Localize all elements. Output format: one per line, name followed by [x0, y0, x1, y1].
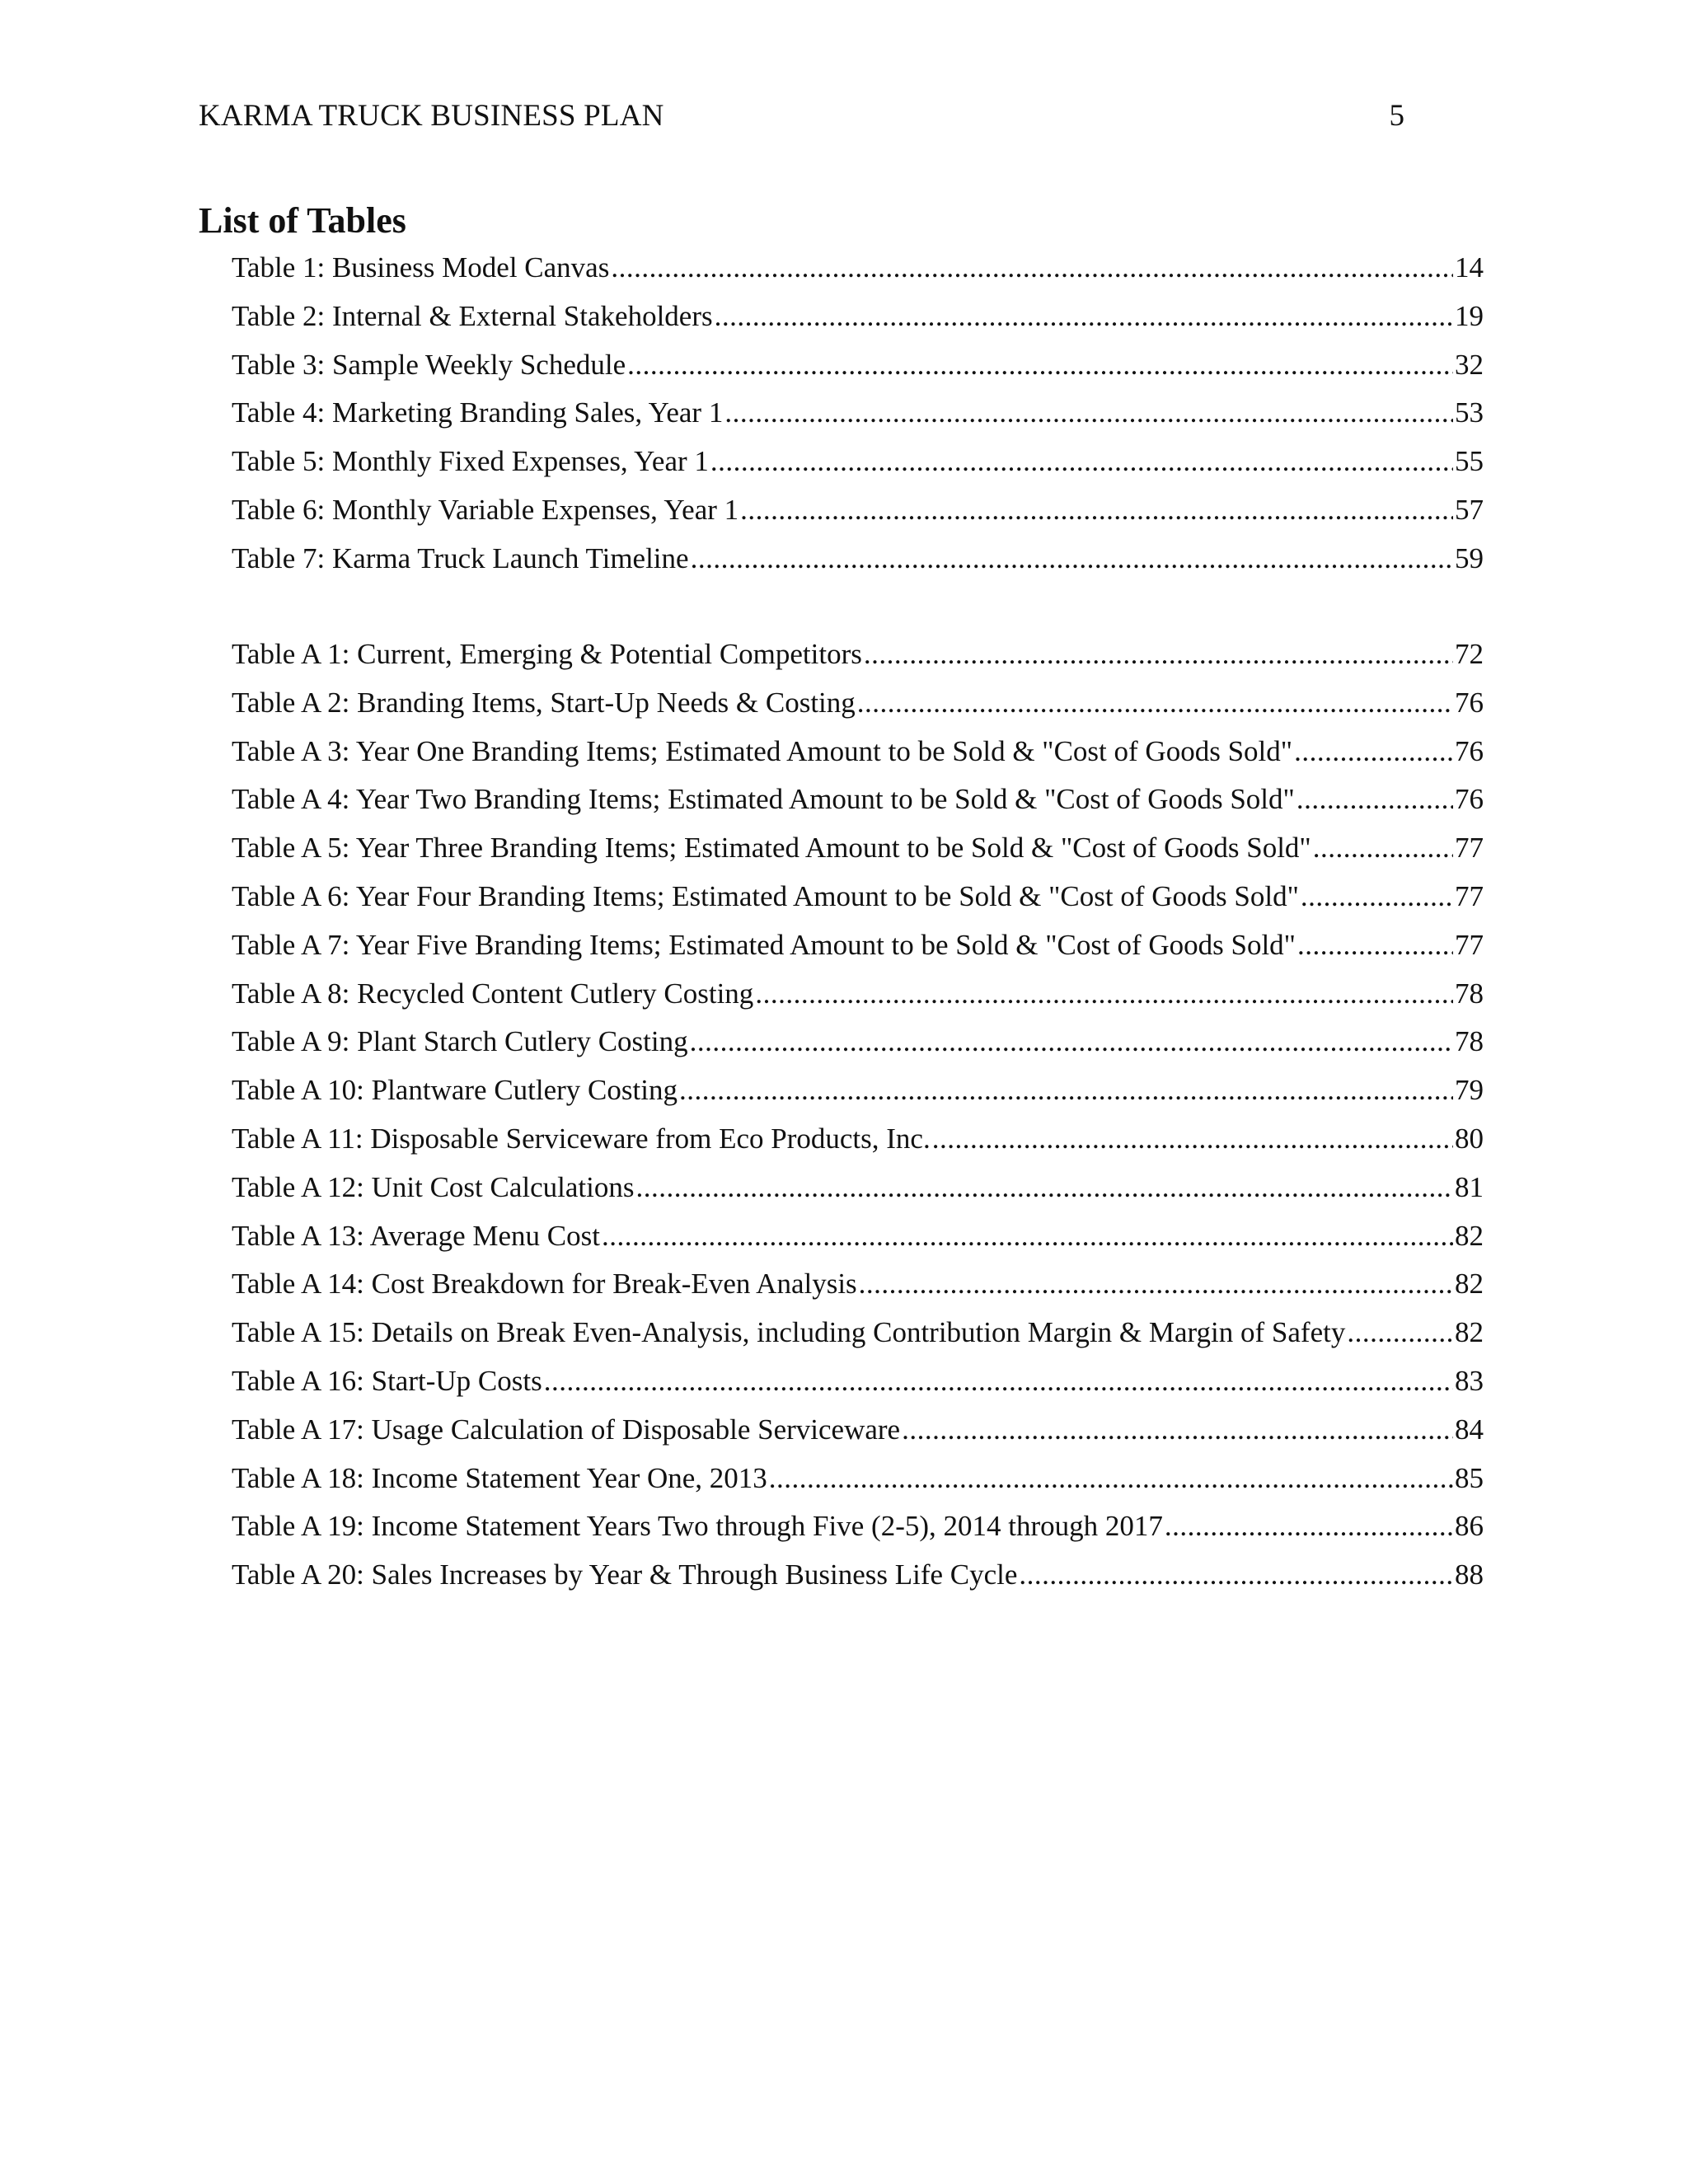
toc-entry[interactable] — [232, 824, 1484, 873]
dot-leader — [1296, 776, 1453, 824]
toc-entry-page: 80 — [1455, 1122, 1484, 1155]
toc-entry-page: 82 — [1455, 1219, 1484, 1252]
dot-leader — [740, 486, 1453, 535]
toc-entry-title: Table A 18: Income Statement Year One, 2013 — [232, 1461, 767, 1494]
toc-entry[interactable] — [232, 1406, 1484, 1455]
toc-entry-title: Table 7: Karma Truck Launch Timeline — [232, 541, 689, 574]
toc-entry-title: Table 2: Internal & External Stakeholders — [232, 299, 713, 332]
toc-entry-page: 79 — [1455, 1074, 1484, 1107]
toc-entry-title: Table A 10: Plantware Cutlery Costing — [232, 1074, 678, 1107]
toc-entry[interactable] — [232, 341, 1484, 390]
toc-entry-title: Table A 17: Usage Calculation of Disposable Serviceware — [232, 1413, 901, 1446]
dot-leader — [932, 1115, 1453, 1164]
toc-entry-title: Table A 4: Year Two Branding Items; Estimated Amount to be Sold & "Cost of Goods Sold" — [232, 783, 1295, 816]
toc-entry[interactable] — [232, 1260, 1484, 1309]
toc-entry-page: 19 — [1455, 299, 1484, 332]
dot-leader — [611, 244, 1453, 293]
dot-leader — [1297, 921, 1453, 970]
toc-entry-page: 78 — [1455, 1025, 1484, 1058]
toc-entry-title: Table A 14: Cost Breakdown for Break-Even Analysis — [232, 1268, 857, 1301]
toc-entry-page: 82 — [1455, 1316, 1484, 1349]
toc-entry-page: 57 — [1455, 493, 1484, 526]
running-head-title: KARMA TRUCK BUSINESS PLAN — [199, 99, 664, 133]
toc-entry[interactable] — [232, 630, 1484, 679]
toc-entry-page: 86 — [1455, 1510, 1484, 1543]
toc-entry-title: Table 3: Sample Weekly Schedule — [232, 348, 626, 381]
toc-entry-title: Table A 11: Disposable Serviceware from Eco Products, Inc. — [232, 1122, 931, 1155]
toc-entry[interactable] — [232, 1455, 1484, 1503]
toc-entry[interactable] — [232, 1212, 1484, 1261]
dot-leader — [1347, 1309, 1453, 1357]
toc-entry-title: Table A 7: Year Five Branding Items; Estimated Amount to be Sold & "Cost of Goods Sold" — [232, 928, 1296, 961]
toc-entry-page: 72 — [1455, 638, 1484, 670]
toc-entry-title: Table A 1: Current, Emerging & Potential Competitors — [232, 638, 862, 670]
toc-entry-page: 84 — [1455, 1413, 1484, 1446]
toc-entry-title: Table 4: Marketing Branding Sales, Year 1 — [232, 396, 724, 429]
page-number: 5 — [1389, 99, 1404, 133]
toc-entry-page: 76 — [1455, 734, 1484, 767]
toc-entry[interactable] — [232, 1357, 1484, 1406]
toc-entry-title: Table 1: Business Model Canvas — [232, 251, 610, 284]
dot-leader — [544, 1357, 1453, 1406]
running-head — [199, 96, 1404, 137]
dot-leader — [710, 438, 1453, 486]
toc-entry-title: Table A 9: Plant Starch Cutlery Costing — [232, 1025, 688, 1058]
appendix-tables-list — [232, 630, 1484, 1600]
toc-entry[interactable] — [232, 679, 1484, 728]
toc-entry-title: Table A 8: Recycled Content Cutlery Costing — [232, 977, 754, 1010]
toc-entry-title: Table A 5: Year Three Branding Items; Estimated Amount to be Sold & "Cost of Goods Sold" — [232, 832, 1311, 865]
dot-leader — [755, 970, 1453, 1019]
dot-leader — [636, 1164, 1454, 1212]
toc-entry-page: 59 — [1455, 541, 1484, 574]
dot-leader — [1294, 728, 1453, 776]
toc-entry-title: Table A 12: Unit Cost Calculations — [232, 1170, 635, 1203]
toc-entry-title: Table A 20: Sales Increases by Year & Through Business Life Cycle — [232, 1558, 1018, 1591]
toc-entry-page: 32 — [1455, 348, 1484, 381]
toc-entry[interactable] — [232, 1115, 1484, 1164]
toc-entry-page: 55 — [1455, 445, 1484, 478]
toc-entry[interactable] — [232, 1066, 1484, 1115]
toc-entry-page: 83 — [1455, 1364, 1484, 1397]
toc-entry[interactable] — [232, 486, 1484, 535]
dot-leader — [690, 1018, 1453, 1066]
toc-entry[interactable] — [232, 1551, 1484, 1600]
toc-entry-page: 81 — [1455, 1170, 1484, 1203]
toc-entry-page: 88 — [1455, 1558, 1484, 1591]
tables-list — [232, 244, 1484, 583]
dot-leader — [769, 1455, 1453, 1503]
toc-entry-title: Table A 16: Start-Up Costs — [232, 1364, 542, 1397]
dot-leader — [1313, 824, 1453, 873]
toc-entry-page: 82 — [1455, 1268, 1484, 1301]
toc-entry[interactable] — [232, 970, 1484, 1019]
toc-entry[interactable] — [232, 1164, 1484, 1212]
toc-entry-title: Table A 2: Branding Items, Start-Up Needs & Costing — [232, 686, 856, 719]
toc-entry[interactable] — [232, 293, 1484, 341]
toc-entry-title: Table 5: Monthly Fixed Expenses, Year 1 — [232, 445, 709, 478]
dot-leader — [1165, 1502, 1453, 1551]
toc-entry-page: 14 — [1455, 251, 1484, 284]
toc-entry-title: Table A 6: Year Four Branding Items; Estimated Amount to be Sold & "Cost of Goods Sold" — [232, 879, 1299, 912]
dot-leader — [857, 679, 1453, 728]
list-of-tables-heading: List of Tables — [199, 200, 406, 241]
toc-entry[interactable] — [232, 389, 1484, 438]
dot-leader — [602, 1212, 1453, 1261]
dot-leader — [724, 389, 1453, 438]
toc-entry-page: 77 — [1455, 832, 1484, 865]
dot-leader — [715, 293, 1453, 341]
toc-entry[interactable] — [232, 535, 1484, 583]
toc-entry[interactable] — [232, 244, 1484, 293]
dot-leader — [864, 630, 1453, 679]
toc-entry-title: Table A 15: Details on Break Even-Analysis, including Contribution Margin & Margin of Safety — [232, 1316, 1346, 1349]
dot-leader — [1019, 1551, 1453, 1600]
toc-entry-title: Table A 19: Income Statement Years Two through Five (2-5), 2014 through 2017 — [232, 1510, 1163, 1543]
toc-entry-page: 77 — [1455, 879, 1484, 912]
toc-entry[interactable] — [232, 873, 1484, 921]
toc-entry-page: 77 — [1455, 928, 1484, 961]
toc-entry[interactable] — [232, 438, 1484, 486]
toc-entry-page: 78 — [1455, 977, 1484, 1010]
dot-leader — [627, 341, 1453, 390]
toc-entry[interactable] — [232, 1018, 1484, 1066]
toc-entry[interactable] — [232, 921, 1484, 970]
toc-entry-page: 85 — [1455, 1461, 1484, 1494]
toc-entry-page: 76 — [1455, 783, 1484, 816]
toc-entry-title: Table A 13: Average Menu Cost — [232, 1219, 600, 1252]
toc-entry[interactable] — [232, 1502, 1484, 1551]
dot-leader — [859, 1260, 1453, 1309]
toc-entry-title: Table A 3: Year One Branding Items; Estimated Amount to be Sold & "Cost of Goods Sold" — [232, 734, 1293, 767]
dot-leader — [1301, 873, 1453, 921]
toc-entry-page: 76 — [1455, 686, 1484, 719]
dot-leader — [691, 535, 1453, 583]
dot-leader — [902, 1406, 1453, 1455]
toc-entry-page: 53 — [1455, 396, 1484, 429]
toc-entry[interactable] — [232, 1309, 1484, 1357]
toc-entry-title: Table 6: Monthly Variable Expenses, Year 1 — [232, 493, 739, 526]
toc-entry[interactable] — [232, 776, 1484, 824]
dot-leader — [679, 1066, 1453, 1115]
toc-entry[interactable] — [232, 728, 1484, 776]
